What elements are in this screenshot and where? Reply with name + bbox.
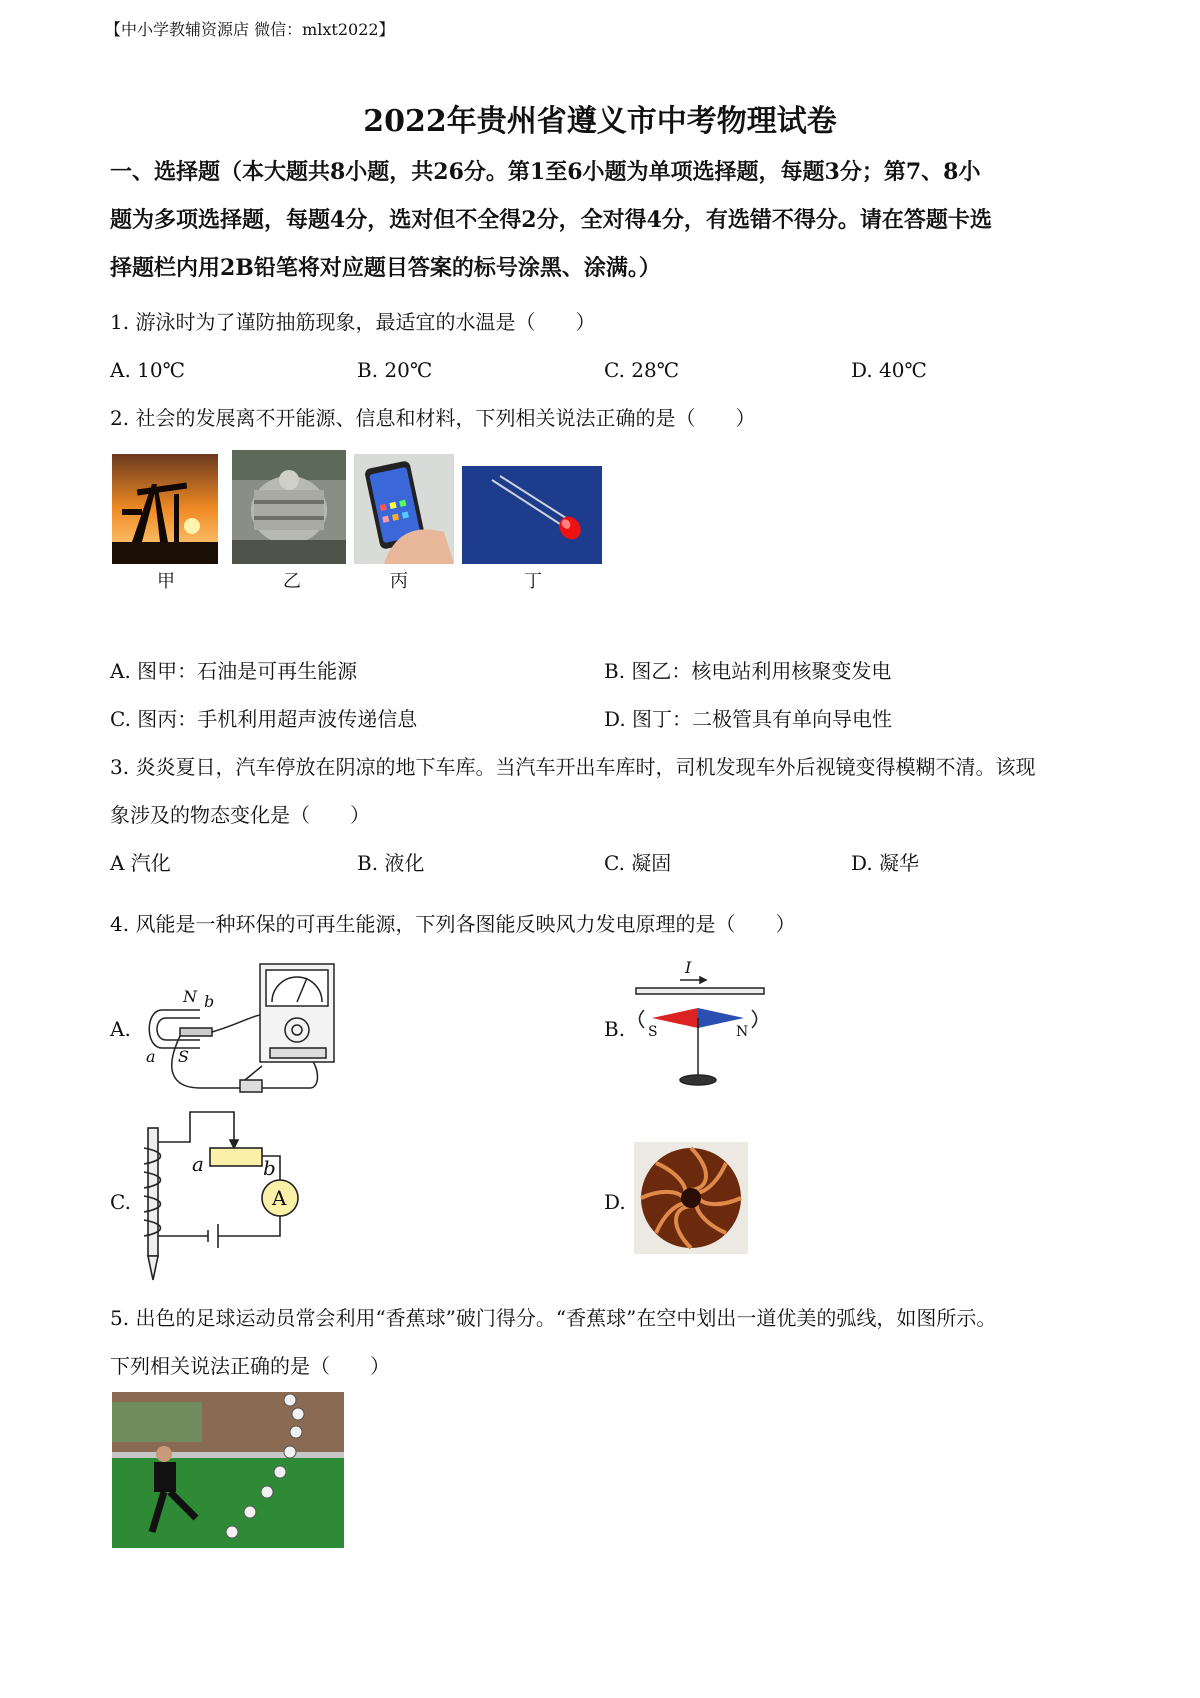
led-diode-photo (462, 466, 602, 564)
q2-option-b: B. 图乙：核电站利用核聚变发电 (604, 659, 892, 683)
q4-label-d: D. (604, 1190, 626, 1214)
fig-b-label-i: I (685, 958, 692, 977)
banana-kick-photo (112, 1392, 344, 1548)
q1-option-b: B. 20℃ (357, 358, 433, 382)
q4-stem: 4. 风能是一种环保的可再生能源，下列各图能反映风力发电原理的是（ ） (110, 912, 796, 936)
q3-option-b: B. 液化 (357, 851, 425, 875)
smartphone-photo (354, 454, 454, 564)
toroidal-coil-photo (634, 1142, 748, 1254)
electromagnet-circuit-diagram (138, 1108, 338, 1284)
fig-a-label-b: b (204, 992, 215, 1011)
q4-label-a: A. (110, 1017, 131, 1041)
q3-stem-line-2: 象涉及的物态变化是（ ） (110, 803, 370, 827)
q1-stem: 1. 游泳时为了谨防抽筋现象，最适宜的水温是（ ） (110, 310, 596, 334)
fig-b-label-s: S (648, 1024, 658, 1040)
q2-option-d: D. 图丁：二极管具有单向导电性 (604, 707, 893, 731)
fig-a-label-s: S (178, 1047, 189, 1066)
oil-pump-photo (112, 454, 218, 564)
q3-stem-line-1: 3. 炎炎夏日，汽车停放在阴凉的地下车库。当汽车开出车库时，司机发现车外后视镜变得模糊不清。该现 (110, 755, 1036, 779)
page-title: 2022年贵州省遵义市中考物理试卷 (363, 104, 837, 139)
q5-stem-line-2: 下列相关说法正确的是（ ） (110, 1354, 390, 1378)
q2-option-c: C. 图丙：手机利用超声波传递信息 (110, 707, 418, 731)
caption-bing: 丙 (390, 571, 408, 592)
q4-label-b: B. (604, 1017, 626, 1041)
caption-yi: 乙 (283, 571, 301, 592)
fig-c-ammeter-symbol: A (272, 1186, 287, 1210)
caption-jia: 甲 (157, 571, 175, 592)
q4-label-c: C. (110, 1190, 131, 1214)
generator-circuit-diagram (140, 958, 340, 1096)
caption-ding: 丁 (524, 571, 542, 592)
fig-b-label-n: N (736, 1024, 749, 1040)
fig-c-label-b: b (263, 1156, 276, 1180)
q1-option-c: C. 28℃ (604, 358, 680, 382)
page-header: 【中小学教辅资源店 微信：mlxt2022】 (105, 20, 395, 39)
q3-option-a: A 汽化 (110, 851, 171, 875)
fig-a-label-n: N (183, 987, 197, 1006)
fig-a-label-a: a (146, 1047, 156, 1066)
q3-option-c: C. 凝固 (604, 851, 672, 875)
fig-c-label-a: a (192, 1152, 204, 1176)
section-instructions (110, 148, 1110, 292)
q3-option-d: D. 凝华 (851, 851, 920, 875)
q5-stem-line-1: 5. 出色的足球运动员常会利用“香蕉球”破门得分。“香蕉球”在空中划出一道优美的弧线，如图所示。 (110, 1306, 997, 1330)
section-line-2: 题为多项选择题，每题4分，选对但不全得2分，全对得4分，有选错不得分。请在答题卡选 (110, 207, 992, 233)
section-line-3: 择题栏内用2B铅笔将对应题目答案的标号涂黑、涂满。） (110, 255, 661, 281)
nuclear-reactor-photo (232, 450, 346, 564)
q2-stem: 2. 社会的发展离不开能源、信息和材料，下列相关说法正确的是（ ） (110, 406, 756, 430)
q1-option-a: A. 10℃ (110, 358, 185, 382)
q2-option-a: A. 图甲：石油是可再生能源 (110, 659, 358, 683)
section-line-1: 一、选择题（本大题共8小题，共26分。第1至6小题为单项选择题，每题3分；第7、8小 (110, 159, 981, 185)
q1-option-d: D. 40℃ (851, 358, 927, 382)
